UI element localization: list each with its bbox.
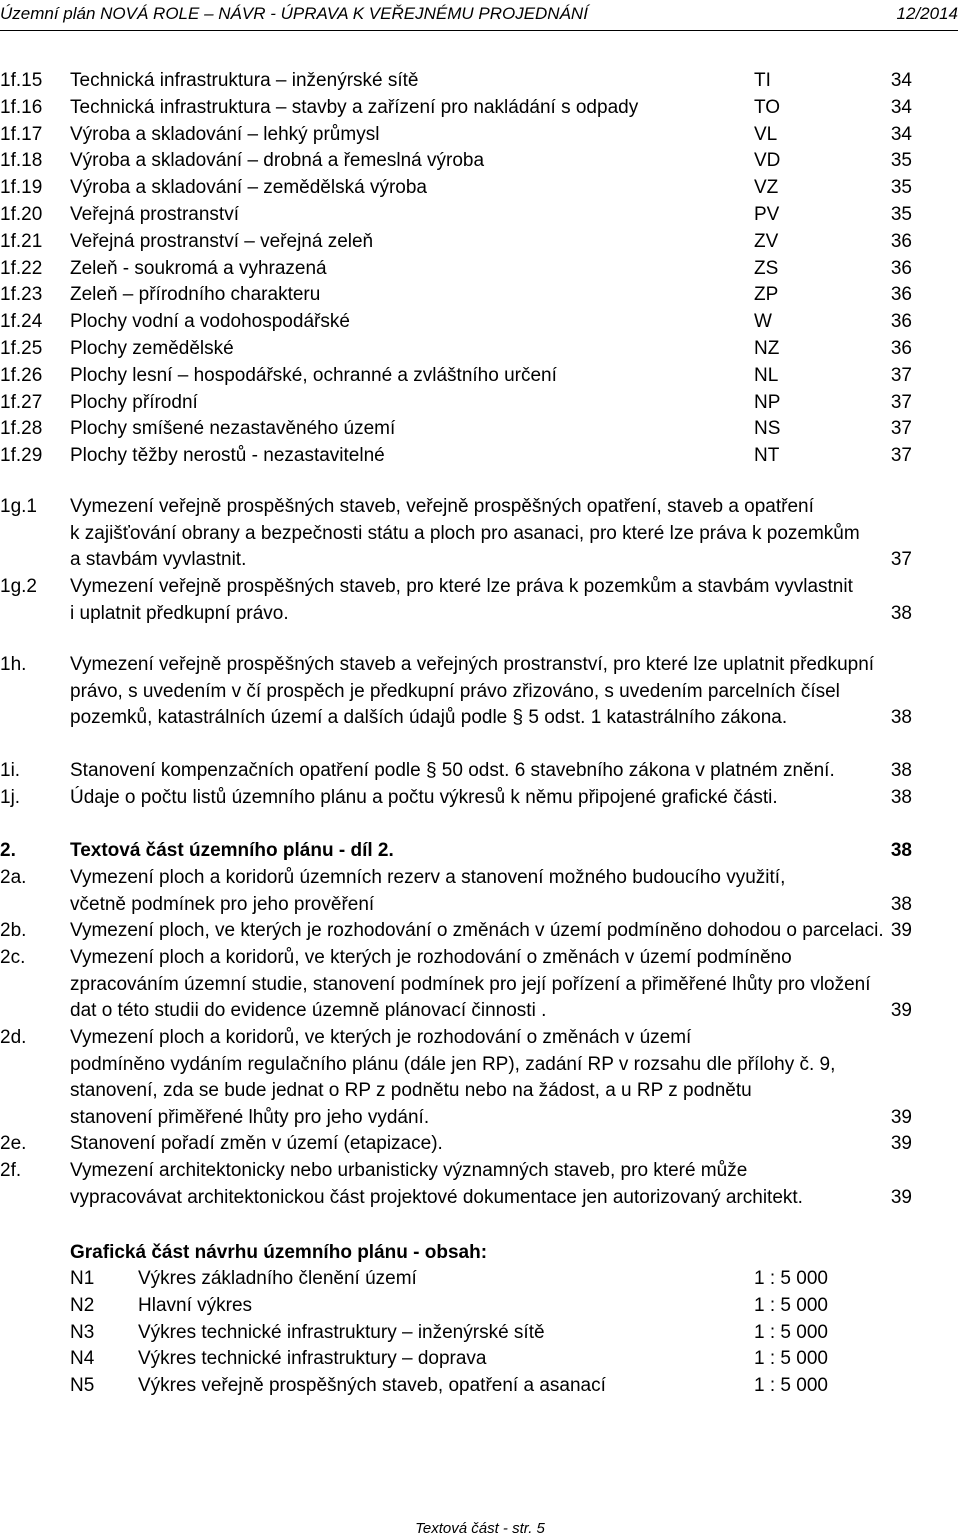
toc-row-number: 1f.18: [0, 150, 43, 172]
toc-row: [0, 416, 912, 442]
toc-entry: [0, 652, 912, 732]
toc-row-code: NZ: [754, 338, 780, 359]
page-footer: Textová část - str. 5: [415, 1520, 545, 1537]
toc-row-code: NT: [754, 445, 780, 467]
toc-entry-line: Vymezení veřejně prospěšných staveb, pro které lze práva k pozemkům a stavbám vyvlastnit: [70, 576, 853, 597]
toc-entry-page: 39: [890, 1133, 912, 1154]
toc-row-code: W: [754, 311, 772, 333]
toc-entry: [0, 1158, 912, 1211]
drawing-code: N5: [70, 1375, 95, 1397]
toc-entry: [0, 785, 912, 812]
toc-row-code: NP: [754, 391, 781, 413]
toc-entry: [0, 865, 912, 918]
toc-entry: [0, 574, 912, 627]
toc-entry: [0, 758, 912, 785]
toc-entry-page: 38: [890, 840, 912, 861]
toc-entry-line: Vymezení architektonicky nebo urbanisticky významných staveb, pro které může: [70, 1160, 748, 1181]
drawing-scale: 1 : 5 000: [754, 1348, 828, 1370]
drawing-title: Výkres technické infrastruktury – doprava: [138, 1348, 487, 1370]
drawing-row: [0, 1346, 912, 1372]
toc-entry-line: Textová část územního plánu - díl 2.: [70, 840, 394, 861]
toc-entry-page: 39: [890, 920, 912, 941]
toc-entry-page: 37: [890, 549, 912, 570]
drawing-code: N4: [70, 1348, 95, 1370]
drawing-row: [0, 1266, 912, 1292]
drawing-code: N1: [70, 1268, 95, 1289]
toc-entry-line: i uplatnit předkupní právo.: [70, 602, 289, 624]
toc-row-code: NS: [754, 418, 781, 440]
toc-row: [0, 282, 912, 308]
toc-row: [0, 148, 912, 174]
toc-row-title: Veřejná prostranství – veřejná zeleň: [70, 230, 374, 252]
drawing-title: Výkres základního členění území: [138, 1268, 417, 1289]
toc-row: [0, 202, 912, 228]
header-title: Územní plán NOVÁ ROLE – NÁVR - ÚPRAVA K VEŘEJNÉMU PROJEDNÁNÍ: [0, 4, 588, 23]
toc-row-title: Výroba a skladování – drobná a řemeslná výroba: [70, 150, 485, 172]
toc-row-title: Plochy vodní a vodohospodářské: [70, 311, 350, 333]
drawing-code: N3: [70, 1321, 95, 1343]
toc-entry-text: [70, 1158, 882, 1211]
toc-row: [0, 363, 912, 389]
toc-entry-line: včetně podmínek pro jeho prověření: [70, 893, 375, 915]
toc-row-number: 1f.19: [0, 177, 43, 199]
toc-entry-number: 1g.2: [0, 576, 37, 597]
toc-row: [0, 443, 912, 469]
graphics-heading: Grafická část návrhu územního plánu - obsah:: [70, 1242, 488, 1263]
drawing-title: Výkres technické infrastruktury – inženýrské sítě: [138, 1321, 545, 1343]
toc-row-page: 37: [890, 445, 912, 467]
toc-row-code: VZ: [754, 177, 779, 199]
toc-row: [0, 256, 912, 282]
toc-row-number: 1f.15: [0, 70, 43, 91]
drawing-code: N2: [70, 1294, 95, 1316]
toc-row-number: 1f.25: [0, 338, 43, 359]
toc-row-title: Výroba a skladování – lehký průmysl: [70, 123, 380, 145]
toc-entry: [0, 1025, 912, 1131]
toc-entry-number: 2.: [0, 840, 16, 861]
toc-entry-line: zpracováním územní studie, stanovení podmínek pro její pořízení a přiměřené lhůty pro vložení: [70, 973, 871, 995]
toc-row: [0, 95, 912, 121]
toc-row-title: Technická infrastruktura – stavby a zařízení pro nakládání s odpady: [70, 96, 639, 118]
drawing-row: [0, 1293, 912, 1319]
toc-row-page: 36: [890, 230, 912, 252]
toc-entry-text: [70, 838, 882, 865]
toc-entry-number: 1h.: [0, 654, 27, 675]
toc-entry-text: [70, 574, 882, 627]
toc-row: [0, 229, 912, 255]
toc-entry-line: pozemků, katastrálních území a dalších údajů podle § 5 odst. 1 katastrálního zákona.: [70, 707, 788, 728]
toc-row-number: 1f.27: [0, 391, 43, 413]
toc-entry-line: dat o této studii do evidence územně plánovací činnosti .: [70, 1000, 547, 1021]
toc-row-page: 36: [890, 257, 912, 279]
toc-row-title: Plochy těžby nerostů - nezastavitelné: [70, 445, 385, 467]
toc-row: [0, 68, 912, 94]
drawing-row: [0, 1320, 912, 1346]
toc-row-page: 37: [890, 364, 912, 386]
toc-entry: [0, 945, 912, 1025]
toc-row-number: 1f.22: [0, 257, 43, 279]
toc-entry: [0, 494, 912, 574]
toc-row-page: 34: [890, 96, 912, 118]
toc-entry-page: 39: [890, 1186, 912, 1208]
toc-entry-number: 2e.: [0, 1133, 27, 1154]
drawing-scale: 1 : 5 000: [754, 1294, 828, 1316]
toc-entry-text: [70, 494, 882, 574]
toc-row-title: Zeleň – přírodního charakteru: [70, 284, 321, 306]
toc-row-title: Plochy smíšené nezastavěného území: [70, 418, 396, 440]
toc-row-code: ZV: [754, 230, 779, 252]
toc-entry-number: 1i.: [0, 760, 21, 781]
toc-entry-page: 38: [890, 893, 912, 915]
toc-entry-text: [70, 758, 882, 785]
toc-row-number: 1f.20: [0, 204, 43, 225]
toc-entry-text: [70, 785, 882, 812]
toc-row: [0, 122, 912, 148]
toc-entry-number: 2f.: [0, 1160, 22, 1181]
toc-entry-page: 38: [890, 602, 912, 624]
drawing-scale: 1 : 5 000: [754, 1321, 828, 1343]
toc-entry-line: k zajišťování obrany a bezpečnosti státu a ploch pro asanaci, pro které lze práva k pozemkům: [70, 522, 860, 544]
toc-row-code: ZP: [754, 284, 779, 306]
toc-row-number: 1f.24: [0, 311, 43, 333]
toc-entry-line: a stavbám vyvlastnit.: [70, 549, 247, 570]
toc-row-page: 36: [890, 338, 912, 359]
toc-entry-text: [70, 865, 882, 918]
drawing-title: Hlavní výkres: [138, 1294, 253, 1316]
toc-entry-line: Vymezení ploch, ve kterých je rozhodování o změnách v území podmíněno dohodou o parcelaci.: [70, 920, 884, 941]
toc-row: [0, 390, 912, 416]
toc-entry-text: [70, 1025, 882, 1131]
toc-entry: [0, 838, 912, 865]
toc-row-title: Plochy zemědělské: [70, 338, 234, 359]
header-date: 12/2014: [896, 4, 958, 23]
page-header: [0, 0, 958, 31]
toc-row-number: 1f.21: [0, 230, 43, 252]
toc-entry-number: 2d.: [0, 1027, 27, 1048]
toc-entry: [0, 918, 912, 945]
toc-entry-line: Stanovení kompenzačních opatření podle § 50 odst. 6 stavebního zákona v platném znění.: [70, 760, 835, 781]
toc-row-number: 1f.17: [0, 123, 43, 145]
toc-row-page: 35: [890, 177, 912, 199]
toc-row-title: Veřejná prostranství: [70, 204, 239, 225]
toc-entry-line: Vymezení ploch a koridorů, ve kterých je rozhodování o změnách v území: [70, 1027, 692, 1048]
toc-entry-text: [70, 1131, 882, 1158]
toc-row-code: PV: [754, 204, 780, 225]
toc-row-code: VL: [754, 123, 778, 145]
toc-entry-line: Vymezení veřejně prospěšných staveb, veřejně prospěšných opatření, staveb a opatření: [70, 496, 814, 517]
drawing-scale: 1 : 5 000: [754, 1268, 828, 1289]
toc-entry-line: právo, s uvedením v čí prospěch je předkupní právo zřizováno, s uvedením parcelních čísel: [70, 680, 840, 702]
toc-row-number: 1f.29: [0, 445, 43, 467]
toc-row: [0, 175, 912, 201]
toc-entry-line: vypracovávat architektonickou část projektové dokumentace jen autorizovaný architekt.: [70, 1186, 803, 1208]
toc-row-page: 37: [890, 418, 912, 440]
toc-entry-line: stanovení přiměřené lhůty pro jeho vydání.: [70, 1106, 430, 1128]
toc-entry-line: Vymezení ploch a koridorů, ve kterých je rozhodování o změnách v území podmíněno: [70, 947, 792, 968]
toc-row-title: Plochy přírodní: [70, 391, 198, 413]
toc-entry-number: 1j.: [0, 787, 21, 808]
toc-entry-text: [70, 918, 882, 945]
drawing-scale: 1 : 5 000: [754, 1375, 828, 1397]
toc-row-page: 36: [890, 284, 912, 306]
toc-entry-line: Vymezení veřejně prospěšných staveb a veřejných prostranství, pro které lze uplatnit předkupní: [70, 654, 875, 675]
toc-row: [0, 309, 912, 335]
toc-entry-page: 39: [890, 1000, 912, 1021]
toc-row-code: TO: [754, 96, 781, 118]
toc-entry-number: 2b.: [0, 920, 27, 941]
toc-entry-number: 1g.1: [0, 496, 37, 517]
toc-row-page: 35: [890, 150, 912, 172]
toc-entry-line: Údaje o počtu listů územního plánu a počtu výkresů k němu připojené grafické části.: [70, 787, 778, 808]
toc-entry-page: 38: [890, 707, 912, 728]
toc-row-number: 1f.23: [0, 284, 43, 306]
toc-row-number: 1f.26: [0, 364, 43, 386]
toc-entry-page: 39: [890, 1106, 912, 1128]
toc-entry-line: Vymezení ploch a koridorů územních rezerv a stanovení možného budoucího využití,: [70, 867, 786, 888]
toc-row-code: ZS: [754, 257, 779, 279]
toc-row-page: 36: [890, 311, 912, 333]
toc-row-number: 1f.28: [0, 418, 43, 440]
toc-entry-line: podmíněno vydáním regulačního plánu (dále jen RP), zadání RP v rozsahu dle přílohy č. 9,: [70, 1053, 836, 1075]
toc-row-code: TI: [754, 70, 771, 91]
drawing-title: Výkres veřejně prospěšných staveb, opatření a asanací: [138, 1375, 606, 1397]
toc-entry: [0, 1131, 912, 1158]
toc-row-page: 35: [890, 204, 912, 225]
toc-entry-text: [70, 652, 882, 732]
toc-row-number: 1f.16: [0, 96, 43, 118]
toc-row-code: VD: [754, 150, 781, 172]
toc-entry-number: 2a.: [0, 867, 27, 888]
toc-row-title: Plochy lesní – hospodářské, ochranné a zvláštního určení: [70, 364, 557, 386]
toc-row-page: 34: [890, 123, 912, 145]
toc-entry-line: Stanovení pořadí změn v území (etapizace).: [70, 1133, 443, 1154]
toc-row: [0, 336, 912, 362]
toc-entry-text: [70, 945, 882, 1025]
toc-row-title: Technická infrastruktura – inženýrské sítě: [70, 70, 419, 91]
toc-entry-page: 38: [890, 787, 912, 808]
toc-row-title: Výroba a skladování – zemědělská výroba: [70, 177, 427, 199]
toc-entry-page: 38: [890, 760, 912, 781]
toc-row-title: Zeleň - soukromá a vyhrazená: [70, 257, 327, 279]
toc-row-page: 37: [890, 391, 912, 413]
toc-entry-line: stanovení, zda se bude jednat o RP z podnětu nebo na žádost, a u RP z podnětu: [70, 1080, 752, 1101]
drawing-row: [0, 1373, 912, 1399]
toc-entry-number: 2c.: [0, 947, 26, 968]
toc-row-code: NL: [754, 364, 779, 386]
toc-row-page: 34: [890, 70, 912, 91]
